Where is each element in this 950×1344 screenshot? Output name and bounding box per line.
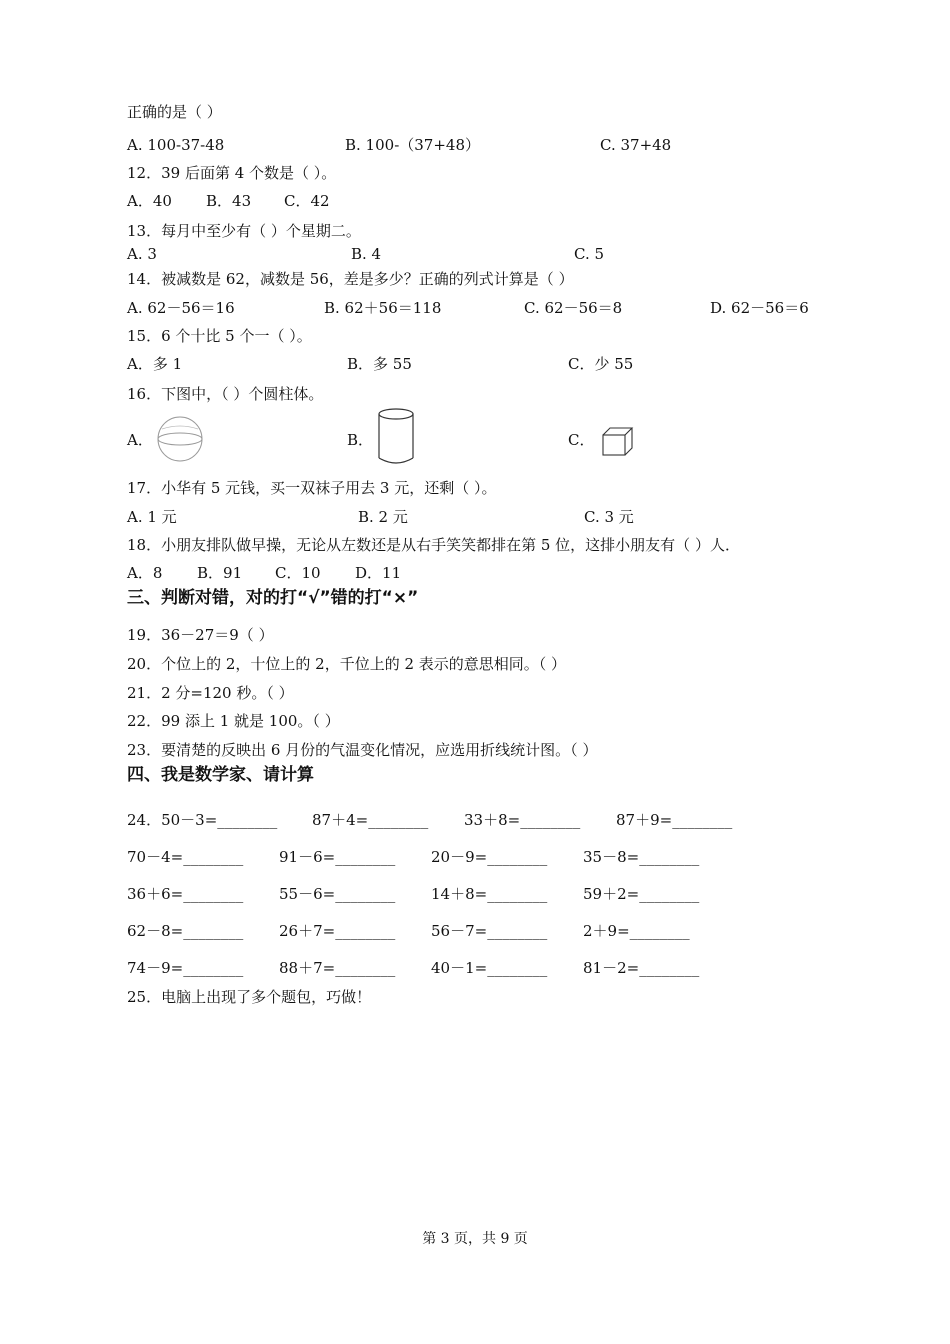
calc-item: 35－8=________ xyxy=(583,848,700,866)
judge-item: 19．36－27＝9（ ） xyxy=(127,626,274,644)
calc-item: 33＋8=________ xyxy=(464,811,581,829)
q14-option-b: B. 62＋56＝118 xyxy=(324,299,442,317)
q17-option-a: A. 1 元 xyxy=(127,508,177,526)
q25-stem: 25．电脑上出现了多个题包，巧做！ xyxy=(127,988,372,1006)
q17-stem: 17．小华有 5 元钱，买一双袜子用去 3 元，还剩（ ）。 xyxy=(127,479,497,497)
cylinder-figure xyxy=(377,408,415,464)
q12-stem: 12．39 后面第 4 个数是（ ）。 xyxy=(127,164,337,182)
q18-option-a: A．8 xyxy=(127,564,163,582)
q11-option-c: C. 37+48 xyxy=(600,136,672,154)
q11-stem: 正确的是（ ） xyxy=(127,103,222,121)
calc-item: 24．50－3=________ xyxy=(127,811,278,829)
q16-option-b: B． xyxy=(347,431,374,449)
q11-option-b: B. 100-（37+48） xyxy=(345,136,481,154)
calc-item: 59＋2=________ xyxy=(583,885,700,903)
calc-item: 40－1=________ xyxy=(431,959,548,977)
page-footer: 第 3 页，共 9 页 xyxy=(422,1231,528,1247)
q13-option-b: B. 4 xyxy=(351,245,382,263)
q15-option-b: B．多 55 xyxy=(347,355,412,373)
section-3-heading: 三、判断对错，对的打“√”错的打“×” xyxy=(127,588,419,608)
q18-stem: 18．小朋友排队做早操，无论从左数还是从右手笑笑都排在第 5 位，这排小朋友有（ ）人． xyxy=(127,536,740,554)
q16-option-a: A． xyxy=(127,431,153,449)
calc-item: 88＋7=________ xyxy=(279,959,396,977)
calc-item: 36＋6=________ xyxy=(127,885,244,903)
q13-option-c: C. 5 xyxy=(574,245,605,263)
q18-option-b: B．91 xyxy=(197,564,243,582)
calc-item: 20－9=________ xyxy=(431,848,548,866)
calc-item: 91－6=________ xyxy=(279,848,396,866)
q18-option-d: D．11 xyxy=(355,564,402,582)
calc-item: 2＋9=________ xyxy=(583,922,690,940)
q14-option-c: C. 62－56＝8 xyxy=(524,299,623,317)
judge-item: 21．2 分=120 秒。（ ） xyxy=(127,684,294,702)
calc-item: 87＋9=________ xyxy=(616,811,733,829)
calc-item: 14＋8=________ xyxy=(431,885,548,903)
judge-item: 20．个位上的 2，十位上的 2，千位上的 2 表示的意思相同。（ ） xyxy=(127,655,567,673)
calc-item: 70－4=________ xyxy=(127,848,244,866)
calc-item: 87＋4=________ xyxy=(312,811,429,829)
q13-stem: 13．每月中至少有（ ）个星期二。 xyxy=(127,222,361,240)
q11-option-a: A. 100-37-48 xyxy=(127,136,225,154)
q16-option-c: C． xyxy=(568,431,595,449)
section-4-heading: 四、我是数学家、请计算 xyxy=(127,765,314,785)
q14-stem: 14．被减数是 62，减数是 56，差是多少？正确的列式计算是（ ） xyxy=(127,270,574,288)
calc-item: 56－7=________ xyxy=(431,922,548,940)
q14-option-d: D. 62－56＝6 xyxy=(710,299,809,317)
q17-option-c: C. 3 元 xyxy=(584,508,634,526)
judge-item: 22．99 添上 1 就是 100。（ ） xyxy=(127,712,340,730)
q18-option-c: C．10 xyxy=(275,564,321,582)
sphere-figure xyxy=(156,415,204,463)
calc-item: 81－2=________ xyxy=(583,959,700,977)
calc-item: 74－9=________ xyxy=(127,959,244,977)
q17-option-b: B. 2 元 xyxy=(358,508,408,526)
q15-option-c: C．少 55 xyxy=(568,355,634,373)
calc-item: 55－6=________ xyxy=(279,885,396,903)
q15-stem: 15．6 个十比 5 个一（ ）。 xyxy=(127,327,312,345)
q12-option-a: A．40 xyxy=(127,192,172,210)
calc-item: 62－8=________ xyxy=(127,922,244,940)
cube-figure xyxy=(602,427,634,457)
q15-option-a: A．多 1 xyxy=(127,355,183,373)
q12-option-b: B．43 xyxy=(206,192,252,210)
q14-option-a: A. 62－56＝16 xyxy=(127,299,235,317)
judge-item: 23．要清楚的反映出 6 月份的气温变化情况，应选用折线统计图。（ ） xyxy=(127,741,598,759)
calc-item: 26＋7=________ xyxy=(279,922,396,940)
q12-option-c: C．42 xyxy=(284,192,330,210)
q13-option-a: A. 3 xyxy=(127,245,157,263)
q16-stem: 16．下图中，（ ）个圆柱体。 xyxy=(127,385,324,403)
